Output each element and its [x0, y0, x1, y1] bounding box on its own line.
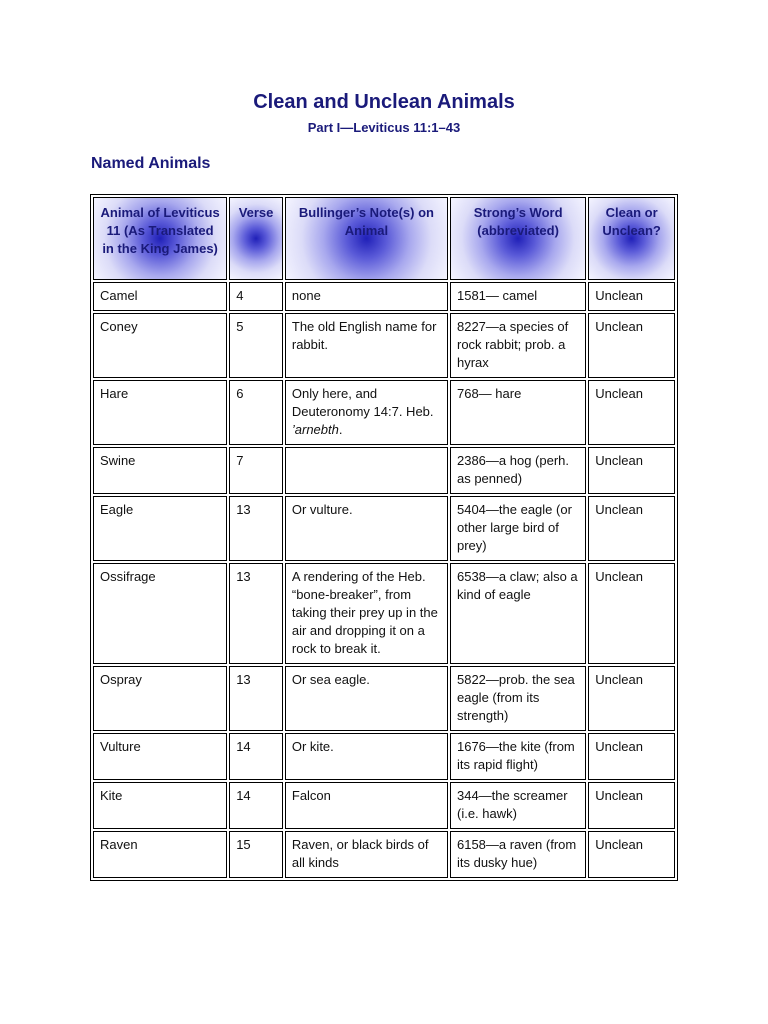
cell-animal: Vulture: [93, 733, 227, 780]
cell-strongs: 1581— camel: [450, 282, 586, 311]
cell-verse: 5: [229, 313, 283, 378]
cell-verse: 6: [229, 380, 283, 445]
cell-animal: Ossifrage: [93, 563, 227, 664]
header-clean-status: Clean or Unclean?: [588, 197, 675, 280]
header-verse: Verse: [229, 197, 283, 280]
table-row: [93, 313, 675, 378]
table-row: [93, 563, 675, 664]
note-text: The old English name for rabbit.: [291, 319, 437, 352]
cell-status: Unclean: [588, 282, 675, 311]
cell-strongs: 6158—a raven (from its dusky hue): [450, 831, 586, 878]
note-text: Or vulture.: [291, 502, 353, 517]
header-bullinger-note: Bullinger’s Note(s) on Animal: [285, 197, 448, 280]
cell-status: Unclean: [588, 733, 675, 780]
cell-note: [285, 831, 448, 878]
cell-status: Unclean: [588, 831, 675, 878]
cell-verse: 14: [229, 782, 283, 829]
cell-status: Unclean: [588, 496, 675, 561]
cell-status: Unclean: [588, 782, 675, 829]
header-animal: Animal of Leviticus 11 (As Translated in the King James): [93, 197, 227, 280]
cell-animal: Kite: [93, 782, 227, 829]
cell-note: [285, 496, 448, 561]
cell-verse: 13: [229, 666, 283, 731]
animals-table: [90, 194, 678, 881]
table-row: [93, 666, 675, 731]
note-text: none: [291, 288, 321, 303]
cell-note: [285, 313, 448, 378]
cell-verse: 4: [229, 282, 283, 311]
cell-note: [285, 380, 448, 445]
cell-animal: Hare: [93, 380, 227, 445]
cell-note: [285, 447, 448, 494]
cell-animal: Eagle: [93, 496, 227, 561]
cell-note: [285, 282, 448, 311]
note-text: A rendering of the Heb. “bone-breaker”, from taking their prey up in the air and dropping it on a rock to break it.: [291, 569, 438, 656]
cell-status: Unclean: [588, 447, 675, 494]
cell-verse: 13: [229, 563, 283, 664]
cell-note: [285, 563, 448, 664]
table-body: [93, 282, 675, 878]
cell-strongs: 344—the screamer (i.e. hawk): [450, 782, 586, 829]
note-text: Falcon: [291, 788, 331, 803]
cell-strongs: 6538—a claw; also a kind of eagle: [450, 563, 586, 664]
table-row: [93, 447, 675, 494]
table-row: [93, 282, 675, 311]
cell-strongs: 8227—a species of rock rabbit; prob. a hyrax: [450, 313, 586, 378]
cell-strongs: 1676—the kite (from its rapid flight): [450, 733, 586, 780]
cell-verse: 14: [229, 733, 283, 780]
note-text: Raven, or black birds of all kinds: [291, 837, 429, 870]
table-header-row: [93, 197, 675, 280]
table-row: [93, 782, 675, 829]
cell-animal: Raven: [93, 831, 227, 878]
cell-strongs: 2386—a hog (perh. as penned): [450, 447, 586, 494]
table-row: [93, 733, 675, 780]
cell-status: Unclean: [588, 313, 675, 378]
note-text: Only here, and Deuteronomy 14:7. Heb.: [291, 386, 434, 419]
cell-animal: Ospray: [93, 666, 227, 731]
header-strongs-word: Strong’s Word (abbreviated): [450, 197, 586, 280]
cell-verse: 7: [229, 447, 283, 494]
cell-note: [285, 782, 448, 829]
cell-animal: Coney: [93, 313, 227, 378]
document-title: Clean and Unclean Animals: [253, 91, 515, 113]
table-row: [93, 831, 675, 878]
document-subtitle: Part I—Leviticus 11:1–43: [307, 120, 461, 135]
cell-status: Unclean: [588, 380, 675, 445]
note-text: Or sea eagle.: [291, 672, 370, 687]
cell-note: [285, 733, 448, 780]
cell-status: Unclean: [588, 666, 675, 731]
table-row: [93, 496, 675, 561]
table-row: [93, 380, 675, 445]
section-heading: Named Animals: [91, 155, 211, 172]
cell-status: Unclean: [588, 563, 675, 664]
cell-animal: Swine: [93, 447, 227, 494]
note-end: .: [338, 422, 343, 437]
note-hebrew-italic: ’arnebth: [291, 422, 339, 437]
cell-animal: Camel: [93, 282, 227, 311]
note-text: Or kite.: [291, 739, 334, 754]
cell-strongs: 5404—the eagle (or other large bird of prey): [450, 496, 586, 561]
cell-strongs: 5822—prob. the sea eagle (from its strength): [450, 666, 586, 731]
cell-verse: 15: [229, 831, 283, 878]
cell-strongs: 768— hare: [450, 380, 586, 445]
cell-verse: 13: [229, 496, 283, 561]
cell-note: [285, 666, 448, 731]
